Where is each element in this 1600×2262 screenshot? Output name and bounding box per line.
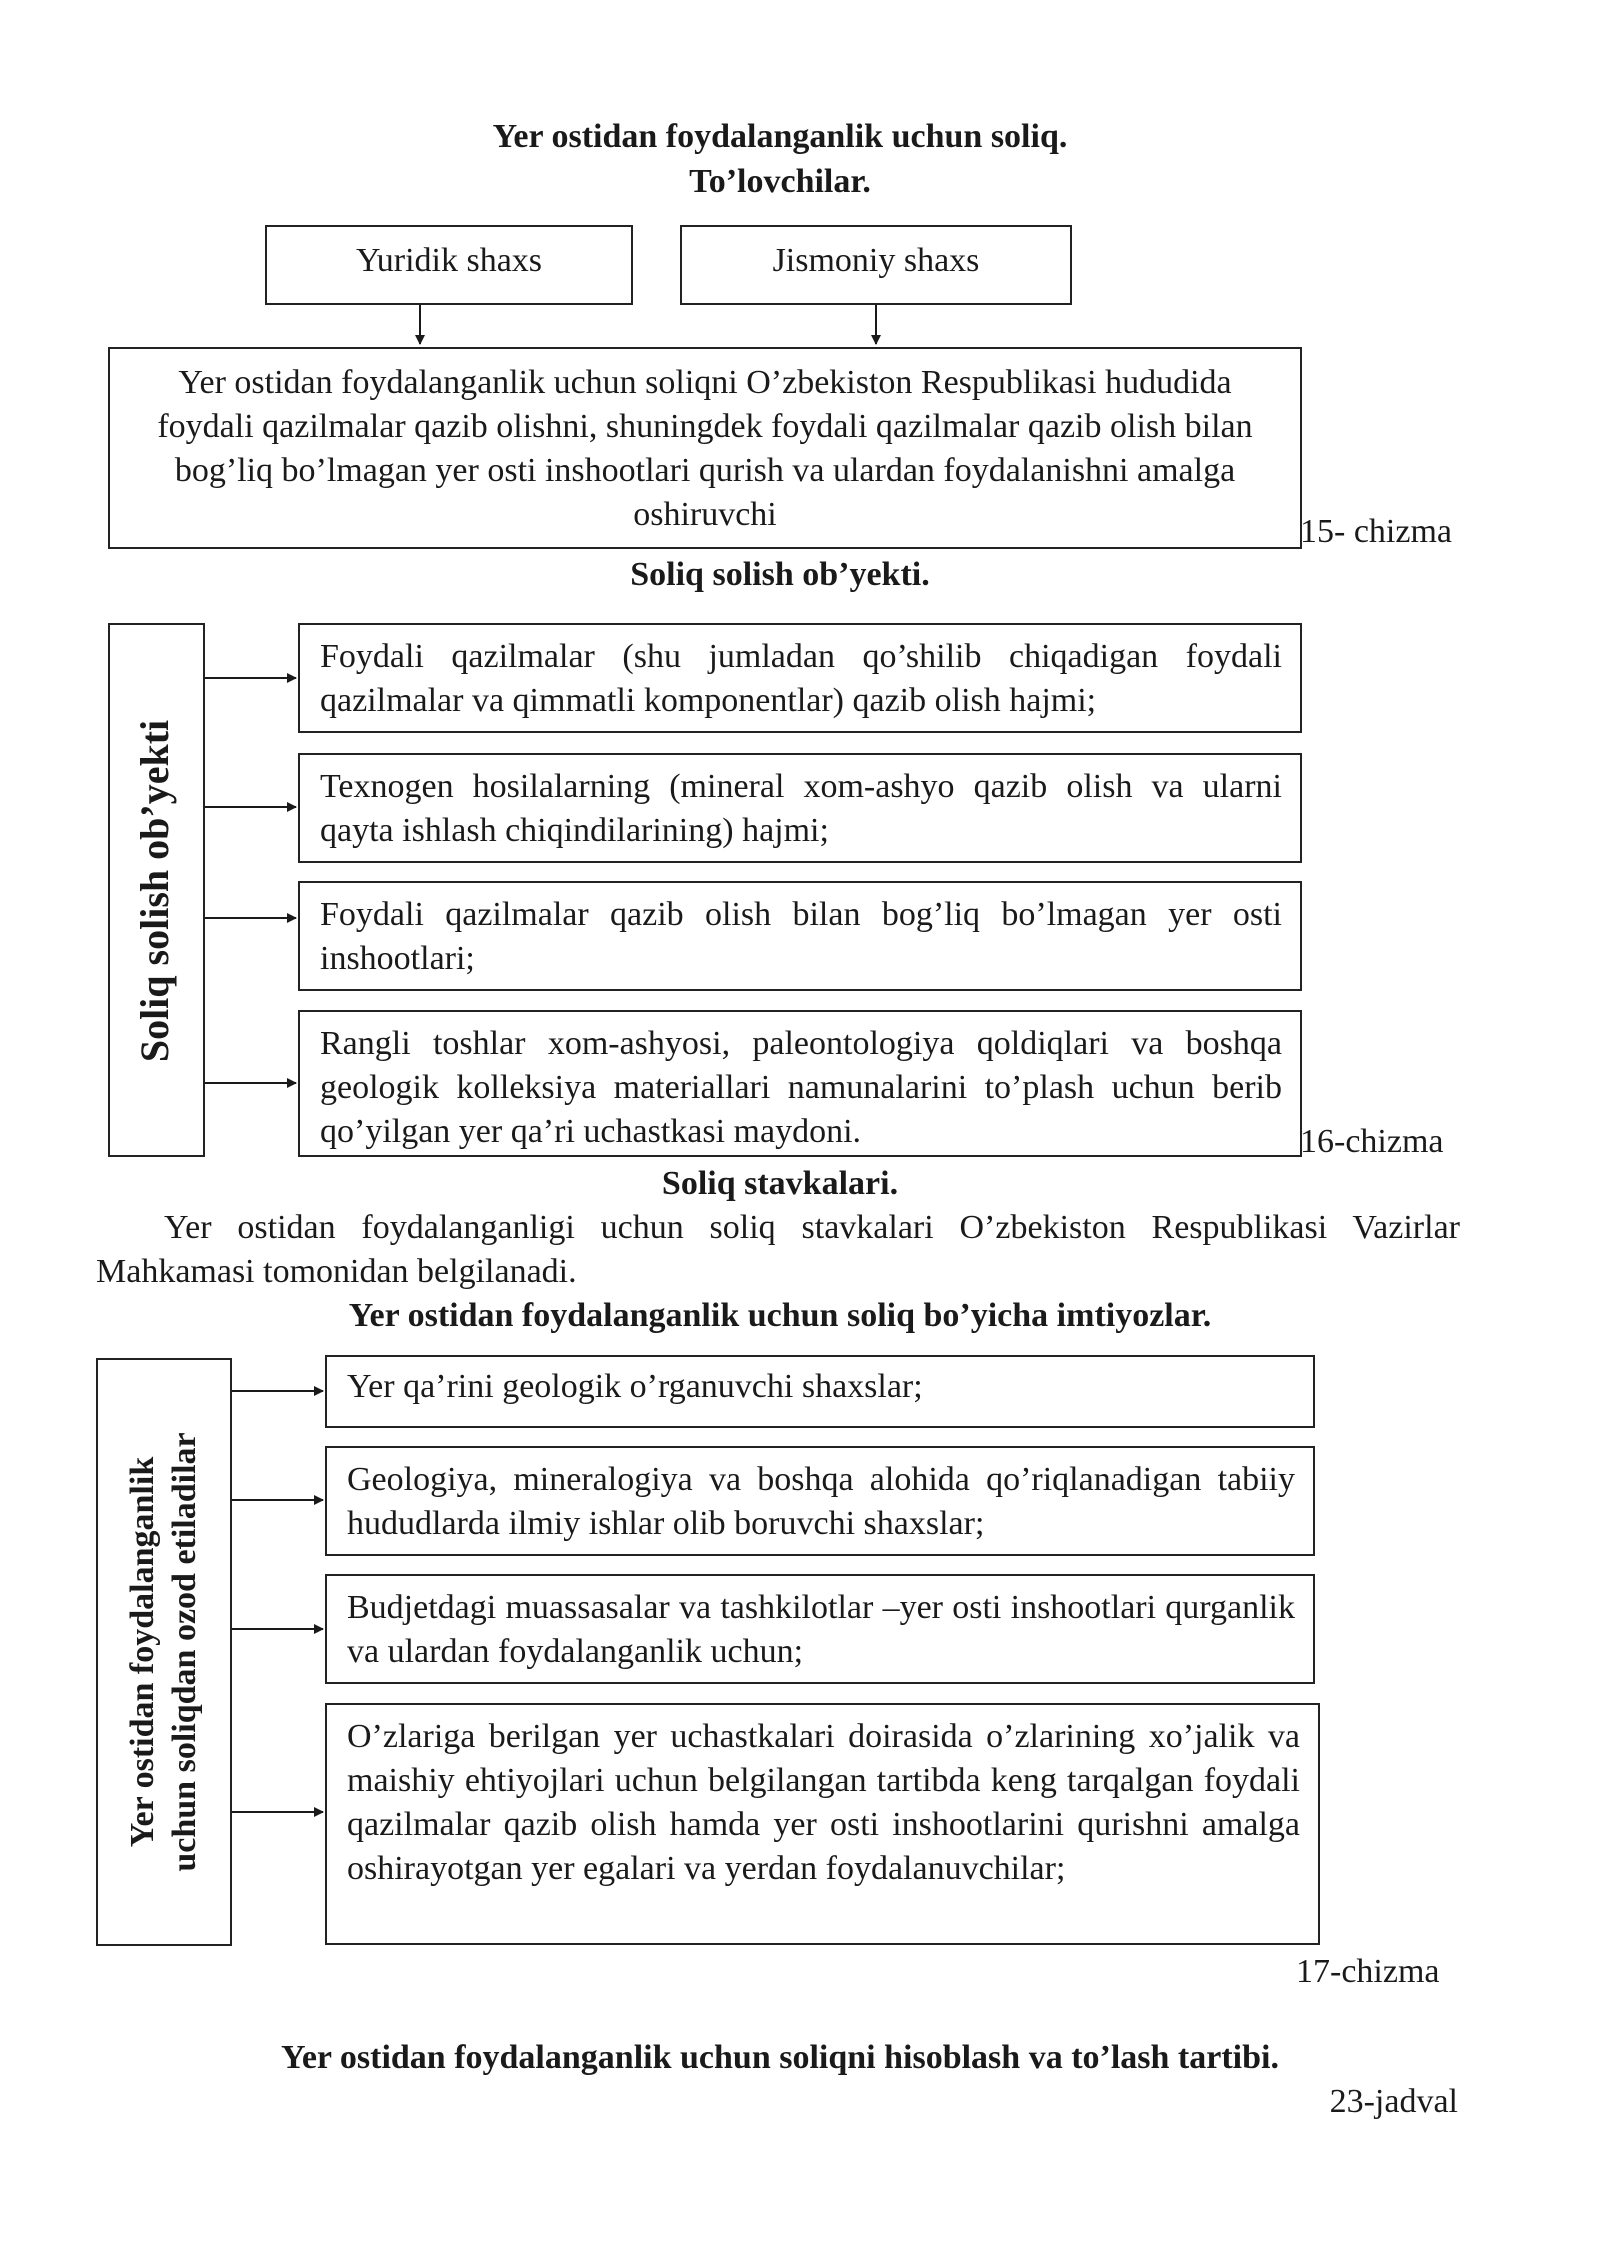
object-item-4-text: Rangli toshlar xom-ashyosi, paleontologiya qoldiqlari va boshqa geologik kolleksiya materiallari namunalarini to’plash uchun berib qo’yilgan yer qa’ri uchastkasi maydoni. [320,1025,1282,1150]
section5-title: Yer ostidan foydalanganlik uchun soliqni hisoblash va to’lash tartibi. [281,2039,1279,2076]
exemption-item-2-text: Geologiya, mineralogiya va boshqa alohida qo’riqlanadigan tabiiy hududlarda ilmiy ishlar olib boruvchi shaxslar; [347,1461,1295,1542]
object-item-1-text: Foydali qazilmalar (shu jumladan qo’shilib chiqadigan foydali qazilmalar va qimmatli komponentlar) qazib olish hajmi; [320,638,1282,719]
section1-title-line1: Yer ostidan foydalanganlik uchun soliq. [492,118,1068,155]
exemption-item-3-text: Budjetdagi muassasalar va tashkilotlar –yer osti inshootlari qurganlik va ulardan foydalanganlik uchun; [347,1589,1295,1670]
exemption-item-4-text: O’zlariga berilgan yer uchastkalari doirasida o’zlarining xo’jalik va maishiy ehtiyojlari uchun belgilangan tartibda keng tarqalgan foydali qazilmalar qazib olish hamda yer osti inshootlarini qurishni amalga oshirayotgan yer egalari va yerdan foydalanuvchilar; [347,1718,1300,1887]
section3-title: Soliq stavkalari. [661,1165,899,1202]
section2-title: Soliq solish ob’yekti. [630,556,930,593]
figure-caption-17: 17-chizma [1296,1953,1440,1990]
figure-caption-15: 15- chizma [1300,513,1452,550]
exemption-side-label-line2: uchun soliqdan ozod etiladilar [166,1432,203,1872]
payer-description-text: Yer ostidan foydalanganlik uchun soliqni O’zbekiston Respublikasi hududida foydali qazilmalar qazib olishni, shuningdek foydali qazilmalar qazib olish bilan bog’liq bo’lmagan yer osti inshootlari qurish va ulardan foydalanishni amalga oshiruvchi [157,364,1253,533]
table-caption-23: 23-jadval [1329,2083,1458,2120]
payer-legal-entity-label: Yuridik shaxs [355,242,543,279]
payer-individual-label: Jismoniy shaxs [772,242,980,279]
object-side-label: Soliq solish ob’yekti [132,719,177,1063]
exemption-side-label-line1: Yer ostidan foydalanganlik [124,1456,161,1848]
exemption-item-1-text: Yer qa’rini geologik o’rganuvchi shaxslar; [347,1368,923,1405]
section4-title: Yer ostidan foydalanganlik uchun soliq bo’yicha imtiyozlar. [348,1297,1212,1334]
object-item-3-text: Foydali qazilmalar qazib olish bilan bog’liq bo’lmagan yer osti inshootlari; [320,896,1282,977]
rates-paragraph: Yer ostidan foydalanganligi uchun soliq stavkalari O’zbekiston Respublikasi Vazirlar Mahkamasi tomonidan belgilanadi. [96,1209,1460,1290]
section1-title-line2: To’lovchilar. [689,163,871,200]
object-item-2-text: Texnogen hosilalarning (mineral xom-ashyo qazib olish va ularni qayta ishlash chiqindilarining) hajmi; [320,768,1282,849]
figure-caption-16: 16-chizma [1300,1123,1444,1160]
